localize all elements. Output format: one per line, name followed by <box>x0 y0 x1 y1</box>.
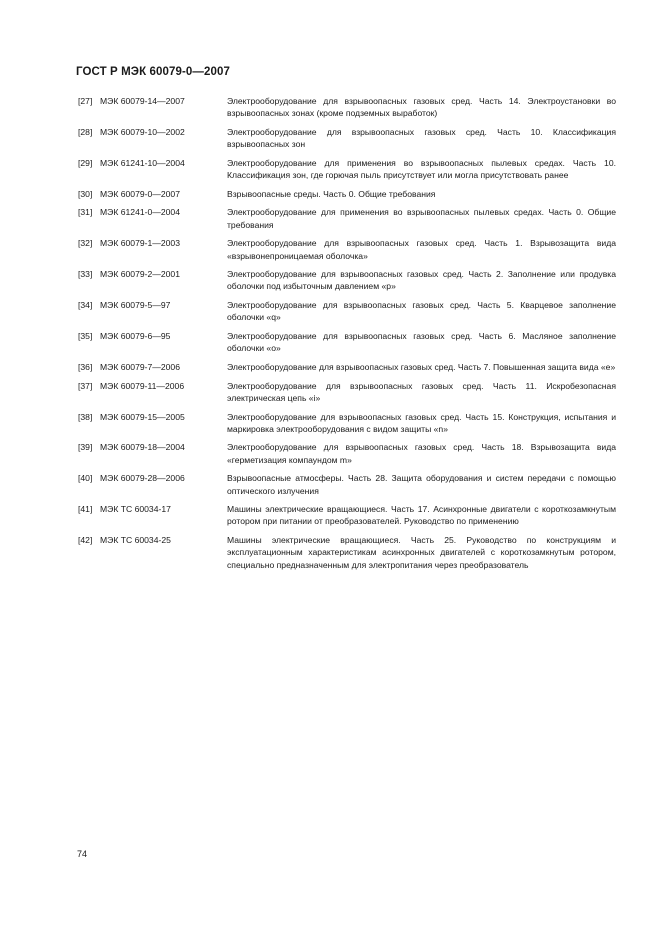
reference-number: [40] <box>78 473 93 484</box>
reference-title: Электрооборудование для взрывоопасных газовых сред. Часть 1. Взрывозащита вида «взрывонепроницаемая оболочка» <box>227 238 616 261</box>
reference-standard-code: МЭК 60079-15—2005 <box>100 411 185 422</box>
reference-title: Электрооборудование для взрывоопасных газовых сред. Часть 2. Заполнение или продувка оболочки под избыточным давлением «р» <box>227 269 616 292</box>
reference-standard-code: МЭК 61241-10—2004 <box>100 157 185 168</box>
reference-standard-code: МЭК 60079-7—2006 <box>100 361 180 372</box>
reference-title: Электрооборудование для взрывоопасных газовых сред. Часть 6. Масляное заполнение оболочки «о» <box>227 331 616 354</box>
reference-title: Машины электрические вращающиеся. Часть 25. Руководство по конструкциям и эксплуатационным характеристикам асинхронных двигателей с короткозамкнутым ротором, специально предназначенным для электропитания через преобразователь <box>227 535 616 570</box>
reference-standard-code: МЭК 60079-14—2007 <box>100 96 185 106</box>
reference-number: [29] <box>78 157 93 168</box>
bibliography-entry <box>78 268 616 292</box>
reference-number: [28] <box>78 126 93 137</box>
bibliography-entry <box>78 411 616 435</box>
document-header: ГОСТ Р МЭК 60079-0—2007 <box>76 66 230 78</box>
reference-code-cell <box>78 157 227 169</box>
bibliography-entry <box>78 188 616 200</box>
reference-title: Электрооборудование для применения во взрывоопасных пылевых средах. Часть 0. Общие требования <box>227 207 616 230</box>
reference-number: [42] <box>78 535 93 546</box>
reference-code-cell <box>78 441 227 453</box>
page-number: 74 <box>77 849 88 859</box>
bibliography-entry <box>78 95 616 119</box>
reference-code-cell <box>78 361 227 373</box>
reference-code-cell <box>78 268 227 280</box>
reference-code-cell <box>78 534 227 546</box>
reference-code-cell <box>78 206 227 218</box>
reference-number: [34] <box>78 300 93 311</box>
reference-standard-code: МЭК 60079-11—2006 <box>100 380 185 391</box>
reference-code-cell <box>78 472 227 484</box>
reference-number: [33] <box>78 269 93 280</box>
reference-title: Электрооборудование для взрывоопасных газовых сред. Часть 10. Классификация взрывоопасных зон <box>227 126 616 150</box>
bibliography-entry <box>78 380 616 404</box>
reference-standard-code: МЭК ТС 60034-17 <box>100 504 171 515</box>
reference-title: Взрывоопасные среды. Часть 0. Общие требования <box>227 188 436 199</box>
reference-standard-code: МЭК 60079-6—95 <box>100 331 171 342</box>
reference-standard-code: МЭК 60079-18—2004 <box>100 442 185 453</box>
bibliography-entry <box>78 534 616 571</box>
reference-standard-code: МЭК ТС 60034-25 <box>100 535 171 546</box>
bibliography-entry <box>78 157 616 181</box>
reference-number: [30] <box>78 188 93 199</box>
bibliography-entry <box>78 237 616 261</box>
reference-number: [37] <box>78 380 93 391</box>
reference-number: [41] <box>78 504 93 515</box>
bibliography-entry <box>78 126 616 150</box>
reference-standard-code: МЭК 60079-28—2006 <box>100 473 185 484</box>
reference-code-cell <box>78 95 227 107</box>
reference-number: [38] <box>78 411 93 422</box>
reference-title: Электрооборудование для взрывоопасных газовых сред. Часть 18. Взрывозащита вида «герметизация компаундом m» <box>227 442 616 465</box>
reference-standard-code: МЭК 60079-1—2003 <box>100 238 180 249</box>
reference-standard-code: МЭК 60079-2—2001 <box>100 269 180 280</box>
reference-code-cell <box>78 330 227 342</box>
reference-number: [39] <box>78 442 93 453</box>
bibliography-entry <box>78 206 616 230</box>
reference-code-cell <box>78 380 227 392</box>
reference-code-cell <box>78 299 227 311</box>
reference-code-cell <box>78 188 227 200</box>
reference-standard-code: МЭК 60079-10—2002 <box>100 126 185 137</box>
reference-code-cell <box>78 237 227 249</box>
reference-standard-code: МЭК 60079-5—97 <box>100 300 171 311</box>
reference-title: Электрооборудование для взрывоопасных газовых сред. Часть 5. Кварцевое заполнение оболочки «q» <box>227 300 616 323</box>
reference-code-cell <box>78 411 227 423</box>
reference-number: [27] <box>78 96 93 106</box>
reference-title: Машины электрические вращающиеся. Часть 17. Асинхронные двигатели с короткозамкнутым ротором при питании от преобразователей. Руководство по применению <box>227 504 616 527</box>
reference-standard-code: МЭК 60079-0—2007 <box>100 188 180 199</box>
bibliography-entry <box>78 299 616 323</box>
bibliography-entry <box>78 330 616 354</box>
reference-code-cell <box>78 503 227 515</box>
reference-title: Электрооборудование для взрывоопасных газовых сред. Часть 7. Повышенная защита вида «е» <box>227 361 616 372</box>
bibliography-entry <box>78 361 616 373</box>
reference-title: Взрывоопасные атмосферы. Часть 28. Защита оборудования и систем передачи с помощью оптического излучения <box>227 473 616 496</box>
reference-title: Электрооборудование для взрывоопасных газовых сред. Часть 15. Конструкция, испытания и маркировка электрооборудования с видом защиты «n» <box>227 411 616 434</box>
bibliography-entry <box>78 503 616 527</box>
reference-code-cell <box>78 126 227 138</box>
reference-title: Электрооборудование для взрывоопасных газовых сред. Часть 14. Электроустановки во взрывоопасных зонах (кроме подземных выработок) <box>227 96 616 119</box>
reference-number: [31] <box>78 207 93 218</box>
bibliography-list <box>78 95 616 577</box>
reference-number: [36] <box>78 361 93 372</box>
reference-title: Электрооборудование для взрывоопасных газовых сред. Часть 11. Искробезопасная электрическая цепь «i» <box>227 380 616 403</box>
bibliography-entry <box>78 441 616 465</box>
bibliography-entry <box>78 472 616 496</box>
reference-standard-code: МЭК 61241-0—2004 <box>100 207 180 218</box>
reference-number: [35] <box>78 331 93 342</box>
reference-title: Электрооборудование для применения во взрывоопасных пылевых средах. Часть 10. Классификация зон, где горючая пыль присутствует или могла присутствовать ранее <box>227 157 616 181</box>
reference-number: [32] <box>78 238 93 249</box>
